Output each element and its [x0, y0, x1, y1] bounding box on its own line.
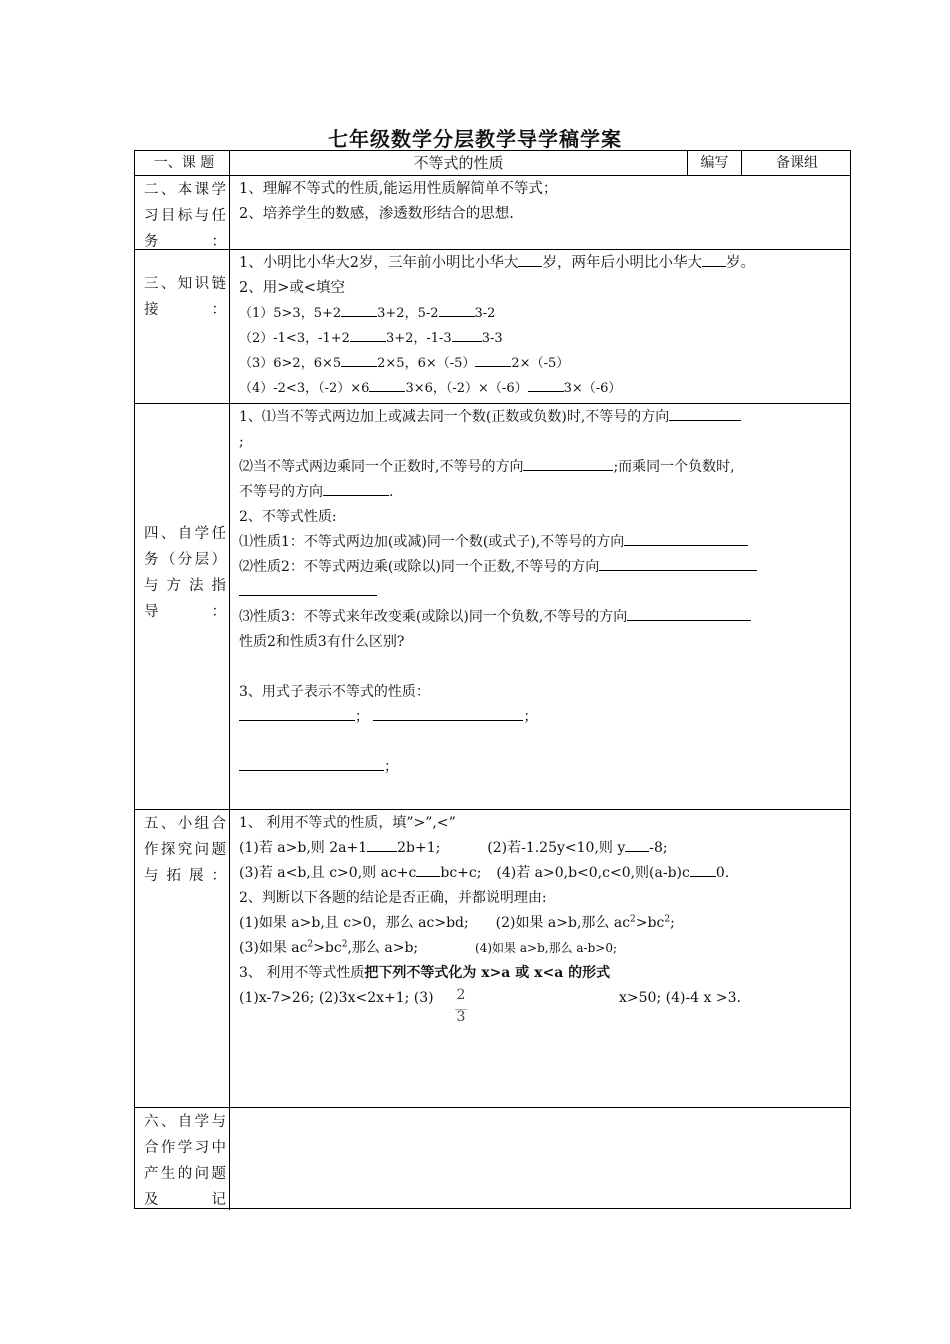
answer-blank[interactable]	[669, 405, 741, 421]
self-study-text: 1、⑴当不等式两边加上或减去同一个数(正数或负数)时,不等号的方向	[239, 409, 670, 425]
topic-value: 不等式的性质	[413, 154, 504, 172]
knowledge-q1-text-a: 1、小明比小华大2岁，三年前小明比小华大	[239, 255, 519, 271]
answer-blank[interactable]	[439, 301, 475, 317]
group-heading-1: 1、 利用不等式的性质，填”>”,<”	[239, 815, 456, 831]
self-study-text: 3、用式子表示不等式的性质：	[239, 684, 430, 700]
judge-item-1: (1)如果 a>b,且 c>0，那么 ac>bd;	[239, 915, 469, 931]
answer-blank[interactable]	[627, 605, 751, 621]
exponent: 2	[664, 914, 671, 925]
problems-label: 六、自学与合作学习中产生的问题及记	[144, 1114, 226, 1208]
self-study-text: 2、不等式性质:	[239, 509, 337, 525]
group-heading-3-bold: 把下列不等式化为 x>a 或 x<a 的形式	[364, 965, 611, 981]
judge-item-4: (4)如果 a>b,那么 a-b>0;	[475, 941, 618, 955]
knowledge-q2-heading: 2、用>或<填空	[239, 280, 346, 296]
answer-blank[interactable]	[625, 836, 649, 852]
page-title: 七年级数学分层教学导学稿学案	[328, 127, 622, 151]
answer-blank[interactable]	[323, 480, 389, 496]
knowledge-content	[239, 251, 844, 401]
exercise-text: (3)若 a<b,且 c>0,则 ac+c	[239, 865, 417, 881]
fill-item-text: 3-3	[481, 331, 503, 346]
self-study-text: ;而乘同一个负数时,	[613, 459, 735, 475]
convert-exercise-text: x>50; (4)-4 x >3.	[619, 990, 741, 1006]
author-label: 编写	[700, 155, 729, 171]
answer-blank[interactable]	[369, 376, 405, 392]
property-1-text: ⑴性质1：不等式两边加(或减)同一个数(或式子),不等号的方向	[239, 534, 625, 550]
self-study-text: 不等号的方向	[239, 484, 323, 500]
fill-item-text: 3+2，5-2	[377, 306, 439, 321]
answer-blank[interactable]	[523, 455, 613, 471]
answer-blank[interactable]	[624, 530, 748, 546]
property-3-text: ⑶性质3：不等式来年改变乘(或除以)同一个负数,不等号的方向	[239, 609, 628, 625]
convert-exercise-text: (1)x-7>26; (2)3x<2x+1; (3)	[239, 990, 434, 1006]
fill-item-text: 3+2，-1-3	[385, 331, 452, 346]
answer-blank[interactable]	[690, 861, 716, 877]
lesson-table	[134, 150, 851, 1209]
goals-content	[239, 177, 844, 227]
fill-item-text: （2）-1<3，-1+2	[239, 331, 350, 346]
fill-item-text: 3×6，（-2）×（-6）	[405, 381, 528, 396]
fill-item-text: 3×（-6）	[563, 381, 622, 396]
exponent: 2	[630, 914, 636, 925]
group-content	[239, 811, 844, 1011]
fraction-numerator: 2	[456, 987, 466, 1003]
answer-blank[interactable]	[239, 580, 377, 596]
exponent: 2	[341, 939, 348, 950]
knowledge-q1-text-c: 岁。	[725, 255, 755, 271]
self-study-question: 性质2和性质3有什么区别?	[239, 634, 405, 650]
answer-blank[interactable]	[452, 326, 482, 342]
topic-label: 一、课 题	[153, 155, 215, 171]
exercise-text: 2b+1;	[397, 840, 441, 856]
author-value: 备课组	[776, 155, 818, 171]
self-study-text: .	[389, 484, 394, 500]
answer-blank[interactable]	[373, 705, 523, 721]
separator: ；	[523, 709, 538, 725]
group-heading-3: 3、 利用不等式性质	[239, 965, 365, 981]
knowledge-label: 三、知识链接：	[144, 276, 226, 318]
answer-blank[interactable]	[341, 351, 377, 367]
fill-item-text: 2×5，6×（-5）	[377, 356, 476, 371]
answer-blank[interactable]	[416, 861, 440, 877]
judge-item-2: (2)如果 a>b,那么 ac	[495, 915, 631, 931]
exercise-text: 0.	[715, 865, 730, 881]
judge-item-3: >bc	[313, 940, 342, 956]
property-2-text: ⑵性质2：不等式两边乘(或除以)同一个正数,不等号的方向	[239, 559, 600, 575]
goal-line-2: 2、培养学生的数感，渗透数形结合的思想.	[239, 206, 514, 222]
answer-blank[interactable]	[239, 755, 384, 771]
exercise-text: (2)若-1.25y<10,则 y	[487, 840, 626, 856]
group-label: 五、小组合作探究问题与拓展：	[144, 816, 226, 884]
judge-item-3: ,那么 a>b;	[347, 940, 419, 956]
fill-item-text: 3-2	[474, 306, 496, 321]
goals-label: 二、本课学习目标与任务：	[144, 182, 226, 250]
self-study-content	[239, 405, 844, 780]
exponent: 2	[307, 939, 314, 950]
fill-item-text: （4）-2<3，（-2）×6	[239, 381, 370, 396]
answer-blank[interactable]	[367, 836, 397, 852]
exercise-text: (4)若 a>0,b<0,c<0,则(a-b)c	[496, 865, 690, 881]
exercise-text: -8;	[649, 840, 668, 856]
judge-item-2: ;	[670, 915, 675, 931]
answer-blank[interactable]	[528, 376, 564, 392]
fill-item-text: （1）5>3，5+2	[239, 306, 342, 321]
fraction-denominator: 3	[456, 1009, 466, 1025]
answer-blank[interactable]	[518, 251, 542, 267]
answer-blank[interactable]	[341, 301, 377, 317]
separator: ；	[384, 759, 398, 775]
self-study-label: 四、自学任务（分层）与方法指导：	[144, 526, 226, 620]
separator: ；	[355, 709, 369, 725]
answer-blank[interactable]	[239, 705, 355, 721]
answer-blank[interactable]	[475, 351, 511, 367]
group-heading-2: 2、判断以下各题的结论是否正确，并都说明理由:	[239, 890, 547, 906]
fill-item-text: （3）6>2，6×5	[239, 356, 342, 371]
answer-blank[interactable]	[599, 555, 757, 571]
judge-item-2: >bc	[635, 915, 665, 931]
self-study-text: ⑵当不等式两边乘同一个正数时,不等号的方向	[239, 459, 524, 475]
answer-blank[interactable]	[702, 251, 726, 267]
self-study-text: ;	[239, 434, 244, 450]
answer-blank[interactable]	[350, 326, 386, 342]
goal-line-1: 1、理解不等式的性质,能运用性质解简单不等式；	[239, 181, 558, 197]
judge-item-3: (3)如果 ac	[239, 940, 308, 956]
fill-item-text: 2×（-5）	[511, 356, 570, 371]
knowledge-q1-text-b: 岁，两年后小明比小华大	[542, 255, 702, 271]
exercise-text: (1)若 a>b,则 2a+1	[239, 840, 368, 856]
exercise-text: bc+c;	[440, 865, 482, 881]
